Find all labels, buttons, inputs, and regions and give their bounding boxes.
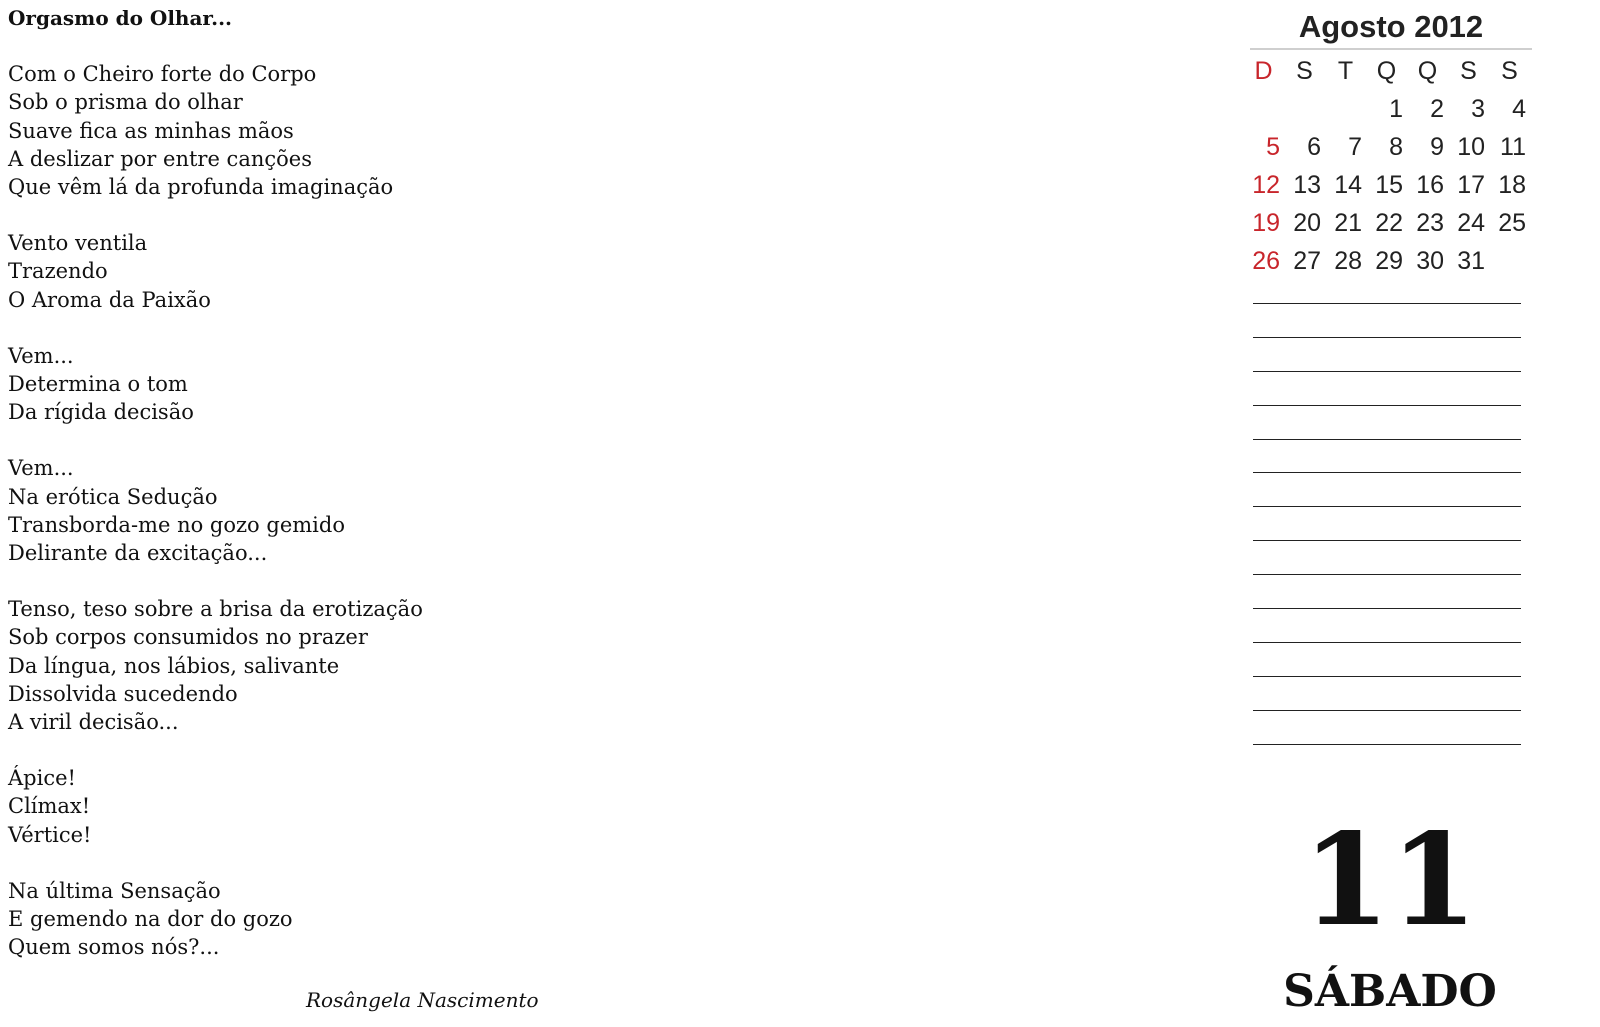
calendar-day: 21 [1334,209,1362,237]
weekday-name: SÁBADO [1283,966,1497,1017]
calendar-grid [1243,52,1532,280]
poem-line: Com o Cheiro forte do Corpo [8,62,317,87]
calendar-day: 15 [1375,171,1403,199]
poem-line: Sob corpos consumidos no prazer [8,625,368,650]
calendar-day [1325,90,1366,128]
calendar-day: 16 [1416,171,1444,199]
notes-lines [1253,303,1521,777]
poem-line: Vento ventila [8,231,148,256]
poem-line: Tenso, teso sobre a brisa da erotização [8,597,423,622]
calendar-day: 27 [1293,247,1321,275]
poem-line: Dissolvida sucedendo [8,681,238,706]
calendar-weekday-header: S [1296,57,1313,85]
poem-line: Suave fica as minhas mãos [8,118,294,143]
calendar-day: 9 [1430,133,1444,161]
note-line [1253,337,1521,371]
poem-title: Orgasmo do Olhar... [8,6,233,30]
calendar-day: 7 [1348,133,1362,161]
calendar-day: 28 [1334,247,1362,275]
note-line [1253,710,1521,744]
poem-line: Transborda-me no gozo gemido [8,512,345,537]
calendar-day [1489,242,1530,280]
calendar-day: 31 [1457,247,1485,275]
note-line [1253,472,1521,506]
calendar-day: 26 [1252,247,1280,275]
calendar-day: 19 [1252,209,1280,237]
poem-line: Delirante da excitação... [8,541,268,566]
poem-line: Determina o tom [8,372,188,397]
note-line [1253,642,1521,676]
poem-line: A deslizar por entre canções [8,146,312,171]
calendar-day: 30 [1416,247,1444,275]
calendar-day [1284,90,1325,128]
calendar-day: 6 [1307,133,1321,161]
day-number: 11 [1302,806,1478,954]
month-calendar [1250,6,1532,280]
calendar-title: Agosto 2012 [1250,6,1532,50]
calendar-weekday-header: S [1501,57,1518,85]
note-line [1253,540,1521,574]
poem-line: Da rígida decisão [8,400,194,425]
note-line [1253,676,1521,710]
poem-line: Da língua, nos lábios, salivante [8,653,340,678]
calendar-day: 8 [1389,133,1403,161]
calendar-day: 5 [1266,133,1280,161]
calendar-day: 20 [1293,209,1321,237]
note-line [1253,608,1521,642]
calendar-day: 4 [1512,95,1526,123]
calendar-day: 23 [1416,209,1444,237]
calendar-day: 2 [1430,95,1444,123]
poem-line: Que vêm lá da profunda imaginação [8,175,394,200]
calendar-day: 1 [1389,95,1403,123]
calendar-day: 12 [1252,171,1280,199]
calendar-day: 10 [1457,133,1485,161]
poem-line: E gemendo na dor do gozo [8,907,293,932]
poem-line: A viril decisão... [8,710,179,735]
poem-line: Ápice! [8,766,76,791]
poem-stanza [8,595,568,736]
poem [8,4,568,989]
poem-line: Clímax! [8,794,91,819]
poem-line: Vem... [8,456,74,481]
note-line [1253,506,1521,540]
poem-line: Sob o prisma do olhar [8,90,243,115]
calendar-day: 29 [1375,247,1403,275]
poem-line: Vem... [8,343,74,368]
calendar-weekday-header: S [1460,57,1477,85]
poem-line: Vértice! [8,822,92,847]
poem-stanza [8,764,568,849]
calendar-weekday-header: Q [1417,57,1438,85]
calendar-day: 13 [1293,171,1321,199]
poem-stanzas [8,60,568,961]
poem-author: Rosângela Nascimento [306,988,539,1012]
calendar-weekday-header: D [1254,57,1273,85]
calendar-weekday-header: Q [1376,57,1397,85]
poem-stanza [8,60,568,201]
poem-line: O Aroma da Paixão [8,287,211,312]
note-line [1253,405,1521,439]
note-line [1253,439,1521,473]
calendar-day: 14 [1334,171,1362,199]
note-line [1253,574,1521,608]
poem-line: Trazendo [8,259,108,284]
poem-line: Na erótica Sedução [8,484,218,509]
note-line [1253,744,1521,778]
poem-stanza [8,342,568,427]
poem-stanza [8,229,568,314]
calendar-day [1243,90,1284,128]
calendar-weekday-header: T [1337,57,1354,85]
note-line [1253,371,1521,405]
calendar-day: 25 [1498,209,1526,237]
poem-line: Na última Sensação [8,878,221,903]
calendar-day: 11 [1500,133,1526,161]
calendar-day: 18 [1498,171,1526,199]
calendar-day: 24 [1457,209,1485,237]
poem-line: Quem somos nós?... [8,935,220,960]
note-line [1253,303,1521,337]
calendar-day: 22 [1375,209,1403,237]
poem-stanza [8,454,568,567]
calendar-day: 3 [1471,95,1485,123]
calendar-day: 17 [1457,171,1485,199]
poem-stanza [8,877,568,962]
